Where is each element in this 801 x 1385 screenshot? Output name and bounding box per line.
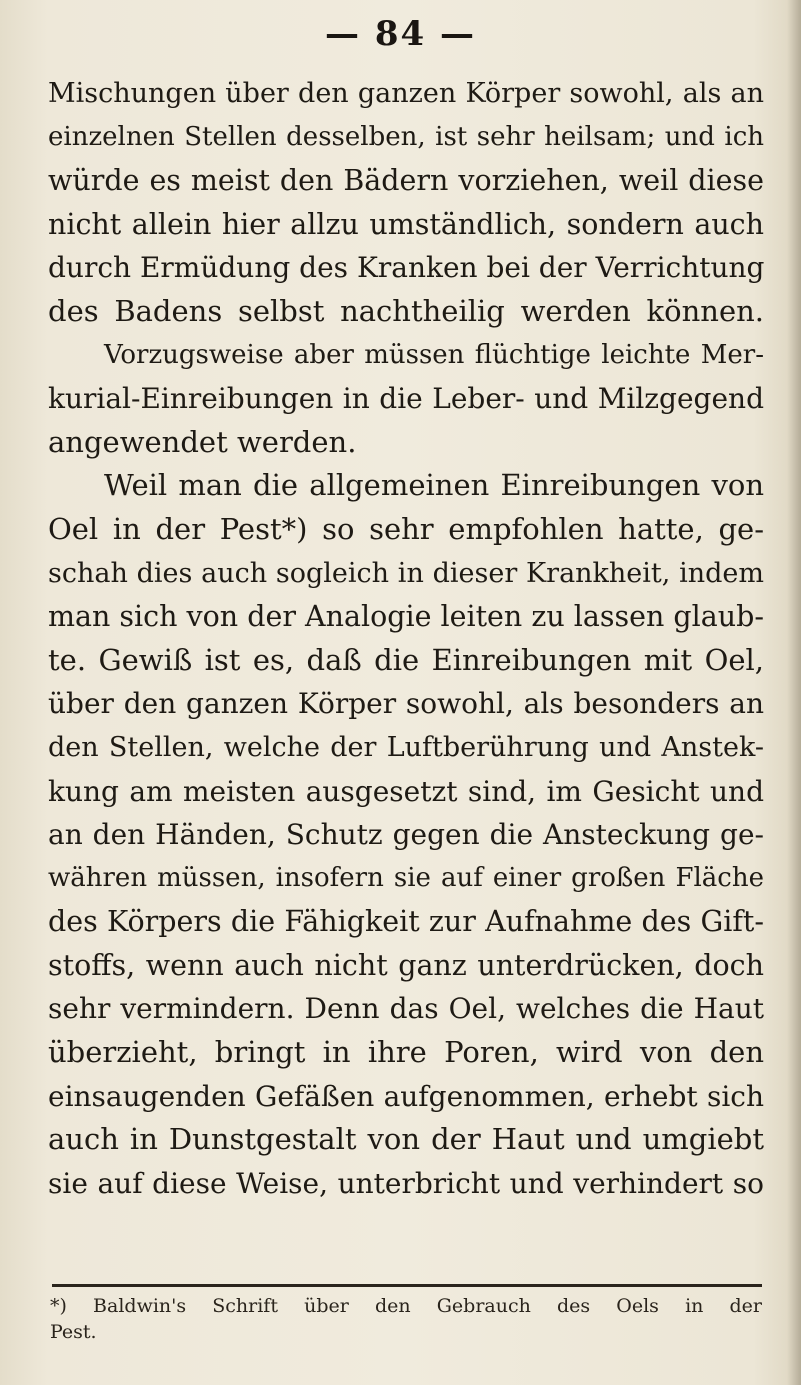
text-line: auch in Dunstgestalt von der Haut und umgiebt	[48, 1122, 764, 1157]
text-line: schah dies auch sogleich in dieser Krankheit, indem	[48, 557, 764, 589]
text-line: sehr vermindern. Denn das Oel, welches die Haut	[48, 992, 764, 1026]
text-line: einzelnen Stellen desselben, ist sehr heilsam; und ich	[48, 121, 764, 152]
text-line: überzieht, bringt in ihre Poren, wird von den	[48, 1035, 764, 1070]
text-line: den Stellen, welche der Luftberührung und Anstek-	[48, 731, 764, 763]
footnote-line: *) Baldwin's Schrift über den Gebrauch des Oels in der	[50, 1295, 762, 1317]
text-line: sie auf diese Weise, unterbricht und verhindert so	[48, 1166, 764, 1200]
text-line: Vorzugsweise aber müssen flüchtige leichte Mer-	[104, 339, 764, 370]
footnote	[50, 1293, 762, 1345]
text-line: über den ganzen Körper sowohl, als besonders an	[48, 687, 764, 721]
text-line: Mischungen über den ganzen Körper sowohl, als an	[48, 78, 764, 109]
page-edge-shadow	[787, 0, 801, 1385]
text-line: te. Gewiß ist es, daß die Einreibungen mit Oel,	[48, 642, 764, 677]
text-line: Oel in der Pest*) so sehr empfohlen hatte, ge-	[48, 511, 764, 546]
text-line: kurial-Einreibungen in die Leber- und Milzgegend	[48, 382, 764, 416]
text-line: stoffs, wenn auch nicht ganz unterdrücken, doch	[48, 948, 764, 982]
text-line: Weil man die allgemeinen Einreibungen von	[104, 468, 764, 503]
text-line: man sich von der Analogie leiten zu lassen glaub-	[48, 600, 764, 634]
text-line: durch Ermüdung des Kranken bei der Verrichtung	[48, 251, 764, 285]
text-line: kung am meisten ausgesetzt sind, im Gesicht und	[48, 774, 764, 808]
text-line: währen müssen, insofern sie auf einer großen Fläche	[48, 862, 764, 893]
main-text-block	[48, 72, 764, 1205]
text-line: an den Händen, Schutz gegen die Ansteckung ge-	[48, 818, 764, 852]
text-line: des Körpers die Fähigkeit zur Aufnahme des Gift-	[48, 905, 764, 939]
footnote-line: Pest.	[50, 1321, 97, 1343]
footnote-separator-rule	[52, 1284, 762, 1287]
text-line: nicht allein hier allzu umständlich, sondern auch	[48, 207, 764, 241]
text-line: des Badens selbst nachtheilig werden können.	[48, 293, 764, 328]
text-line: einsaugenden Gefäßen aufgenommen, erhebt sich	[48, 1079, 764, 1113]
text-line: würde es meist den Bädern vorziehen, weil diese	[48, 164, 764, 198]
page-number: — 84 —	[325, 14, 476, 54]
text-line: angewendet werden.	[48, 424, 357, 459]
